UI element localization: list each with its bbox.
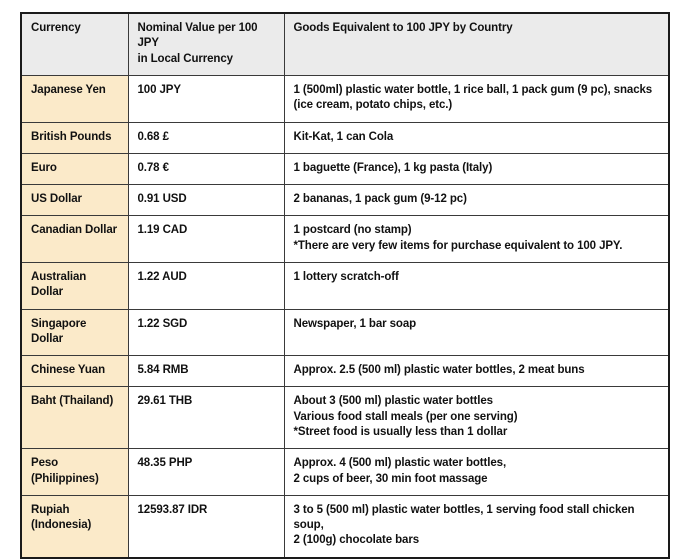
cell-nominal-value: [128, 495, 284, 557]
table-row: [21, 122, 669, 153]
text-line: 1 lottery scratch-off: [293, 270, 399, 283]
text-line: (ice cream, potato chips, etc.): [293, 99, 453, 112]
text-line: Singapore Dollar: [31, 317, 90, 345]
text-line: US Dollar: [31, 193, 82, 206]
cell-goods-equivalent: [284, 122, 669, 153]
text-line: 1.22 AUD: [137, 270, 187, 283]
text-line: 3 to 5 (500 ml) plastic water bottles, 1 serving food stall chicken soup,: [293, 503, 638, 532]
column-header-goods-equivalent: [284, 13, 669, 76]
currency-comparison-table-container: [20, 12, 668, 559]
currency-comparison-table: [20, 12, 670, 559]
cell-nominal-value: [128, 216, 284, 263]
text-line: 5.84 RMB: [137, 364, 189, 377]
cell-nominal-value: [128, 153, 284, 184]
cell-goods-equivalent: [284, 387, 669, 449]
text-line: 1 postcard (no stamp): [293, 224, 412, 237]
text-line: 0.68 £: [137, 130, 169, 143]
cell-currency: [21, 153, 128, 184]
cell-goods-equivalent: [284, 495, 669, 557]
cell-goods-equivalent: [284, 262, 669, 309]
text-line: Goods Equivalent to 100 JPY by Country: [293, 22, 513, 34]
text-line: British Pounds: [31, 130, 112, 143]
text-line: (Indonesia): [31, 519, 92, 532]
cell-currency: [21, 387, 128, 449]
text-line: 1.22 SGD: [137, 317, 188, 330]
table-row: [21, 76, 669, 123]
cell-currency: [21, 309, 128, 356]
text-line: 1.19 CAD: [137, 224, 188, 237]
table-row: [21, 449, 669, 496]
text-line: Rupiah: [31, 503, 70, 516]
text-line: Chinese Yuan: [31, 364, 106, 377]
text-line: Baht (Thailand): [31, 395, 114, 408]
text-line: Peso: [31, 457, 59, 470]
text-line: 12593.87 IDR: [137, 503, 208, 516]
text-line: 1 (500ml) plastic water bottle, 1 rice ball, 1 pack gum (9 pc), snacks: [293, 84, 653, 96]
cell-goods-equivalent: [284, 153, 669, 184]
cell-nominal-value: [128, 356, 284, 387]
text-line: *There are very few items for purchase equivalent to 100 JPY.: [293, 239, 623, 252]
text-line: Kit-Kat, 1 can Cola: [293, 130, 394, 143]
cell-nominal-value: [128, 387, 284, 449]
table-row: [21, 153, 669, 184]
table-row: [21, 185, 669, 216]
text-line: Approx. 2.5 (500 ml) plastic water bottles, 2 meat buns: [293, 364, 585, 377]
column-header-nominal-value: [128, 13, 284, 76]
table-row: [21, 356, 669, 387]
table-row: [21, 309, 669, 356]
text-line: 0.78 €: [137, 161, 169, 174]
cell-currency: [21, 76, 128, 123]
text-line: 0.91 USD: [137, 193, 187, 206]
text-line: Currency: [31, 22, 81, 34]
cell-currency: [21, 495, 128, 557]
text-line: 1 baguette (France), 1 kg pasta (Italy): [293, 161, 493, 174]
cell-nominal-value: [128, 76, 284, 123]
text-line: Nominal Value per 100 JPY: [137, 22, 261, 50]
text-line: Japanese Yen: [31, 84, 106, 96]
text-line: Newspaper, 1 bar soap: [293, 317, 417, 330]
text-line: in Local Currency: [137, 52, 233, 65]
cell-nominal-value: [128, 262, 284, 309]
cell-currency: [21, 122, 128, 153]
cell-goods-equivalent: [284, 216, 669, 263]
table-row: [21, 216, 669, 263]
cell-goods-equivalent: [284, 356, 669, 387]
table-header-row: [21, 13, 669, 76]
table-row: [21, 495, 669, 557]
text-line: (Philippines): [31, 472, 99, 485]
table-body: [21, 76, 669, 558]
text-line: Various food stall meals (per one serving): [293, 410, 518, 423]
text-line: *Street food is usually less than 1 dollar: [293, 425, 508, 438]
cell-nominal-value: [128, 449, 284, 496]
cell-currency: [21, 185, 128, 216]
text-line: 2 (100g) chocolate bars: [293, 534, 420, 547]
text-line: 100 JPY: [137, 84, 181, 96]
table-header: [21, 13, 669, 76]
cell-goods-equivalent: [284, 185, 669, 216]
text-line: Euro: [31, 161, 57, 174]
table-row: [21, 387, 669, 449]
text-line: Australian Dollar: [31, 270, 90, 299]
text-line: 29.61 THB: [137, 395, 193, 408]
text-line: Approx. 4 (500 ml) plastic water bottles,: [293, 457, 507, 470]
text-line: Canadian Dollar: [31, 224, 118, 237]
cell-currency: [21, 262, 128, 309]
cell-nominal-value: [128, 185, 284, 216]
text-line: 2 bananas, 1 pack gum (9-12 pc): [293, 193, 467, 206]
text-line: 2 cups of beer, 30 min foot massage: [293, 472, 488, 485]
cell-currency: [21, 356, 128, 387]
cell-currency: [21, 216, 128, 263]
column-header-currency: [21, 13, 128, 76]
text-line: About 3 (500 ml) plastic water bottles: [293, 395, 493, 408]
cell-goods-equivalent: [284, 76, 669, 123]
cell-goods-equivalent: [284, 309, 669, 356]
text-line: 48.35 PHP: [137, 457, 193, 470]
cell-nominal-value: [128, 309, 284, 356]
cell-goods-equivalent: [284, 449, 669, 496]
table-row: [21, 262, 669, 309]
cell-currency: [21, 449, 128, 496]
cell-nominal-value: [128, 122, 284, 153]
